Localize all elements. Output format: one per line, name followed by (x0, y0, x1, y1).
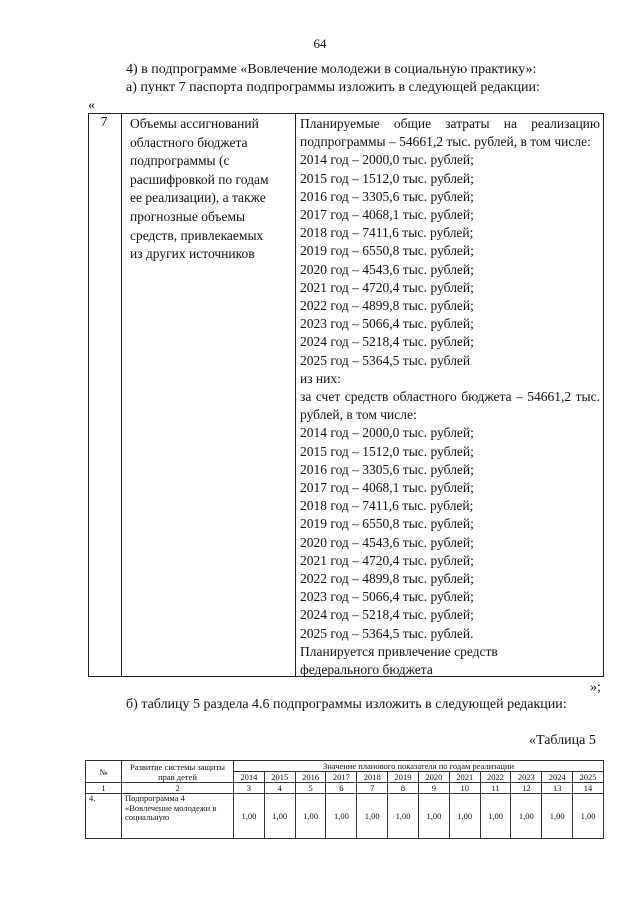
col-number: 7 (357, 783, 388, 794)
year-header: 2017 (326, 772, 357, 783)
value-cell: 1,00 (449, 794, 480, 839)
value-cell: 1,00 (418, 794, 449, 839)
year-total: 2018 год – 7411,6 тыс. рублей; (300, 225, 474, 241)
intro-line-2: а) пункт 7 паспорта подпрограммы изложить в следующей редакции: (126, 80, 540, 95)
year-total: 2015 год – 1512,0 тыс. рублей; (300, 170, 474, 186)
year-total: 2021 год – 4720,4 тыс. рублей; (300, 279, 474, 295)
regional-intro: за счет средств областного бюджета – 54661,2 тыс. рублей, в том числе: (300, 389, 600, 423)
of-them-label: из них: (300, 370, 341, 386)
value-cell: 1,00 (295, 794, 326, 839)
federal-line: федерального бюджета (300, 662, 433, 678)
passport-table (88, 113, 604, 677)
year-header: 2020 (418, 772, 449, 783)
description-line: из других источников (130, 246, 255, 262)
description-line: расшифровкой по годам (130, 171, 269, 187)
description-line: Объемы ассигнований (130, 116, 259, 131)
year-regional: 2020 год – 4543,6 тыс. рублей; (300, 534, 474, 550)
year-header: 2024 (542, 772, 573, 783)
year-header: 2014 (234, 772, 265, 783)
col-values-header: Значение планового показателя по годам реализации (234, 761, 604, 772)
year-header: 2018 (357, 772, 388, 783)
year-header: 2023 (511, 772, 542, 783)
col-number: 2 (122, 783, 234, 794)
row-description (130, 115, 290, 264)
year-regional: 2016 год – 3305,6 тыс. рублей; (300, 461, 474, 477)
year-header: 2021 (449, 772, 480, 783)
row-number: 7 (100, 115, 108, 130)
description-line: областного бюджета (130, 134, 248, 150)
value-cell: 1,00 (573, 794, 604, 839)
year-total: 2019 год – 6550,8 тыс. рублей; (300, 243, 474, 259)
close-quote: »; (590, 680, 601, 695)
part-b-text: б) таблицу 5 раздела 4.6 подпрограммы изложить в следующей редакции: (126, 697, 567, 712)
year-total: 2025 год – 5364,5 тыс. рублей (300, 352, 471, 368)
col-number: 12 (511, 783, 542, 794)
year-total: 2022 год – 4899,8 тыс. рублей; (300, 298, 474, 314)
description-line: прогнозные объемы (130, 208, 246, 224)
row-number-cell: 4. (86, 794, 122, 839)
value-cell: 1,00 (357, 794, 388, 839)
col-number: 11 (480, 783, 511, 794)
col-number: 1 (86, 783, 122, 794)
col-number: 8 (388, 783, 419, 794)
value-cell: 1,00 (326, 794, 357, 839)
year-regional: 2017 год – 4068,1 тыс. рублей; (300, 480, 474, 496)
year-regional: 2025 год – 5364,5 тыс. рублей. (300, 625, 474, 641)
year-regional: 2024 год – 5218,4 тыс. рублей; (300, 607, 474, 623)
year-total: 2014 год – 2000,0 тыс. рублей; (300, 152, 474, 168)
page-number: 64 (313, 36, 327, 51)
col-number: 4 (264, 783, 295, 794)
description-line: средств, привлекаемых (130, 227, 264, 243)
col-number: 10 (449, 783, 480, 794)
col-number: 3 (234, 783, 265, 794)
year-regional: 2018 год – 7411,6 тыс. рублей; (300, 498, 474, 514)
value-cell: 1,00 (388, 794, 419, 839)
year-regional: 2019 год – 6550,8 тыс. рублей; (300, 516, 474, 532)
col-no-header: № (86, 761, 122, 783)
year-regional: 2023 год – 5066,4 тыс. рублей; (300, 589, 474, 605)
description-line: ее реализации), а также (130, 190, 266, 206)
value-cell: 1,00 (234, 794, 265, 839)
year-total: 2020 год – 4543,6 тыс. рублей; (300, 261, 474, 277)
col-number: 5 (295, 783, 326, 794)
year-header: 2016 (295, 772, 326, 783)
value-intro: Планируемые общие затраты на реализацию подпрограммы – 54661,2 тыс. рублей, в том числе: (300, 116, 600, 150)
year-regional: 2015 год – 1512,0 тыс. рублей; (300, 443, 474, 459)
description-line: подпрограммы (с (130, 153, 230, 169)
federal-line: Планируется привлечение средств (300, 643, 498, 659)
col-number: 9 (418, 783, 449, 794)
row-values (300, 115, 600, 679)
value-cell: 1,00 (511, 794, 542, 839)
row-description-cell: Подпрограмма 4 «Вовлечение молодежи в социальную (122, 794, 234, 839)
year-total: 2017 год – 4068,1 тыс. рублей; (300, 207, 474, 223)
year-regional: 2021 год – 4720,4 тыс. рублей; (300, 552, 474, 568)
year-total: 2023 год – 5066,4 тыс. рублей; (300, 316, 474, 332)
value-cell: 1,00 (264, 794, 295, 839)
year-total: 2024 год – 5218,4 тыс. рублей; (300, 334, 474, 350)
col-number: 6 (326, 783, 357, 794)
col-number: 14 (573, 783, 604, 794)
year-total: 2016 год – 3305,6 тыс. рублей; (300, 188, 474, 204)
year-header: 2015 (264, 772, 295, 783)
open-quote: « (88, 98, 95, 113)
col-number: 13 (542, 783, 573, 794)
year-header: 2022 (480, 772, 511, 783)
table5-title: «Таблица 5 (529, 733, 596, 748)
year-regional: 2022 год – 4899,8 тыс. рублей; (300, 571, 474, 587)
year-header: 2025 (573, 772, 604, 783)
col-desc-header: Развитие системы защиты прав детей (122, 761, 234, 783)
year-header: 2019 (388, 772, 419, 783)
table-5 (85, 760, 604, 839)
value-cell: 1,00 (542, 794, 573, 839)
value-cell: 1,00 (480, 794, 511, 839)
intro-line-1: 4) в подпрограмме «Вовлечение молодежи в социальную практику»: (126, 62, 537, 77)
year-regional: 2014 год – 2000,0 тыс. рублей; (300, 425, 474, 441)
